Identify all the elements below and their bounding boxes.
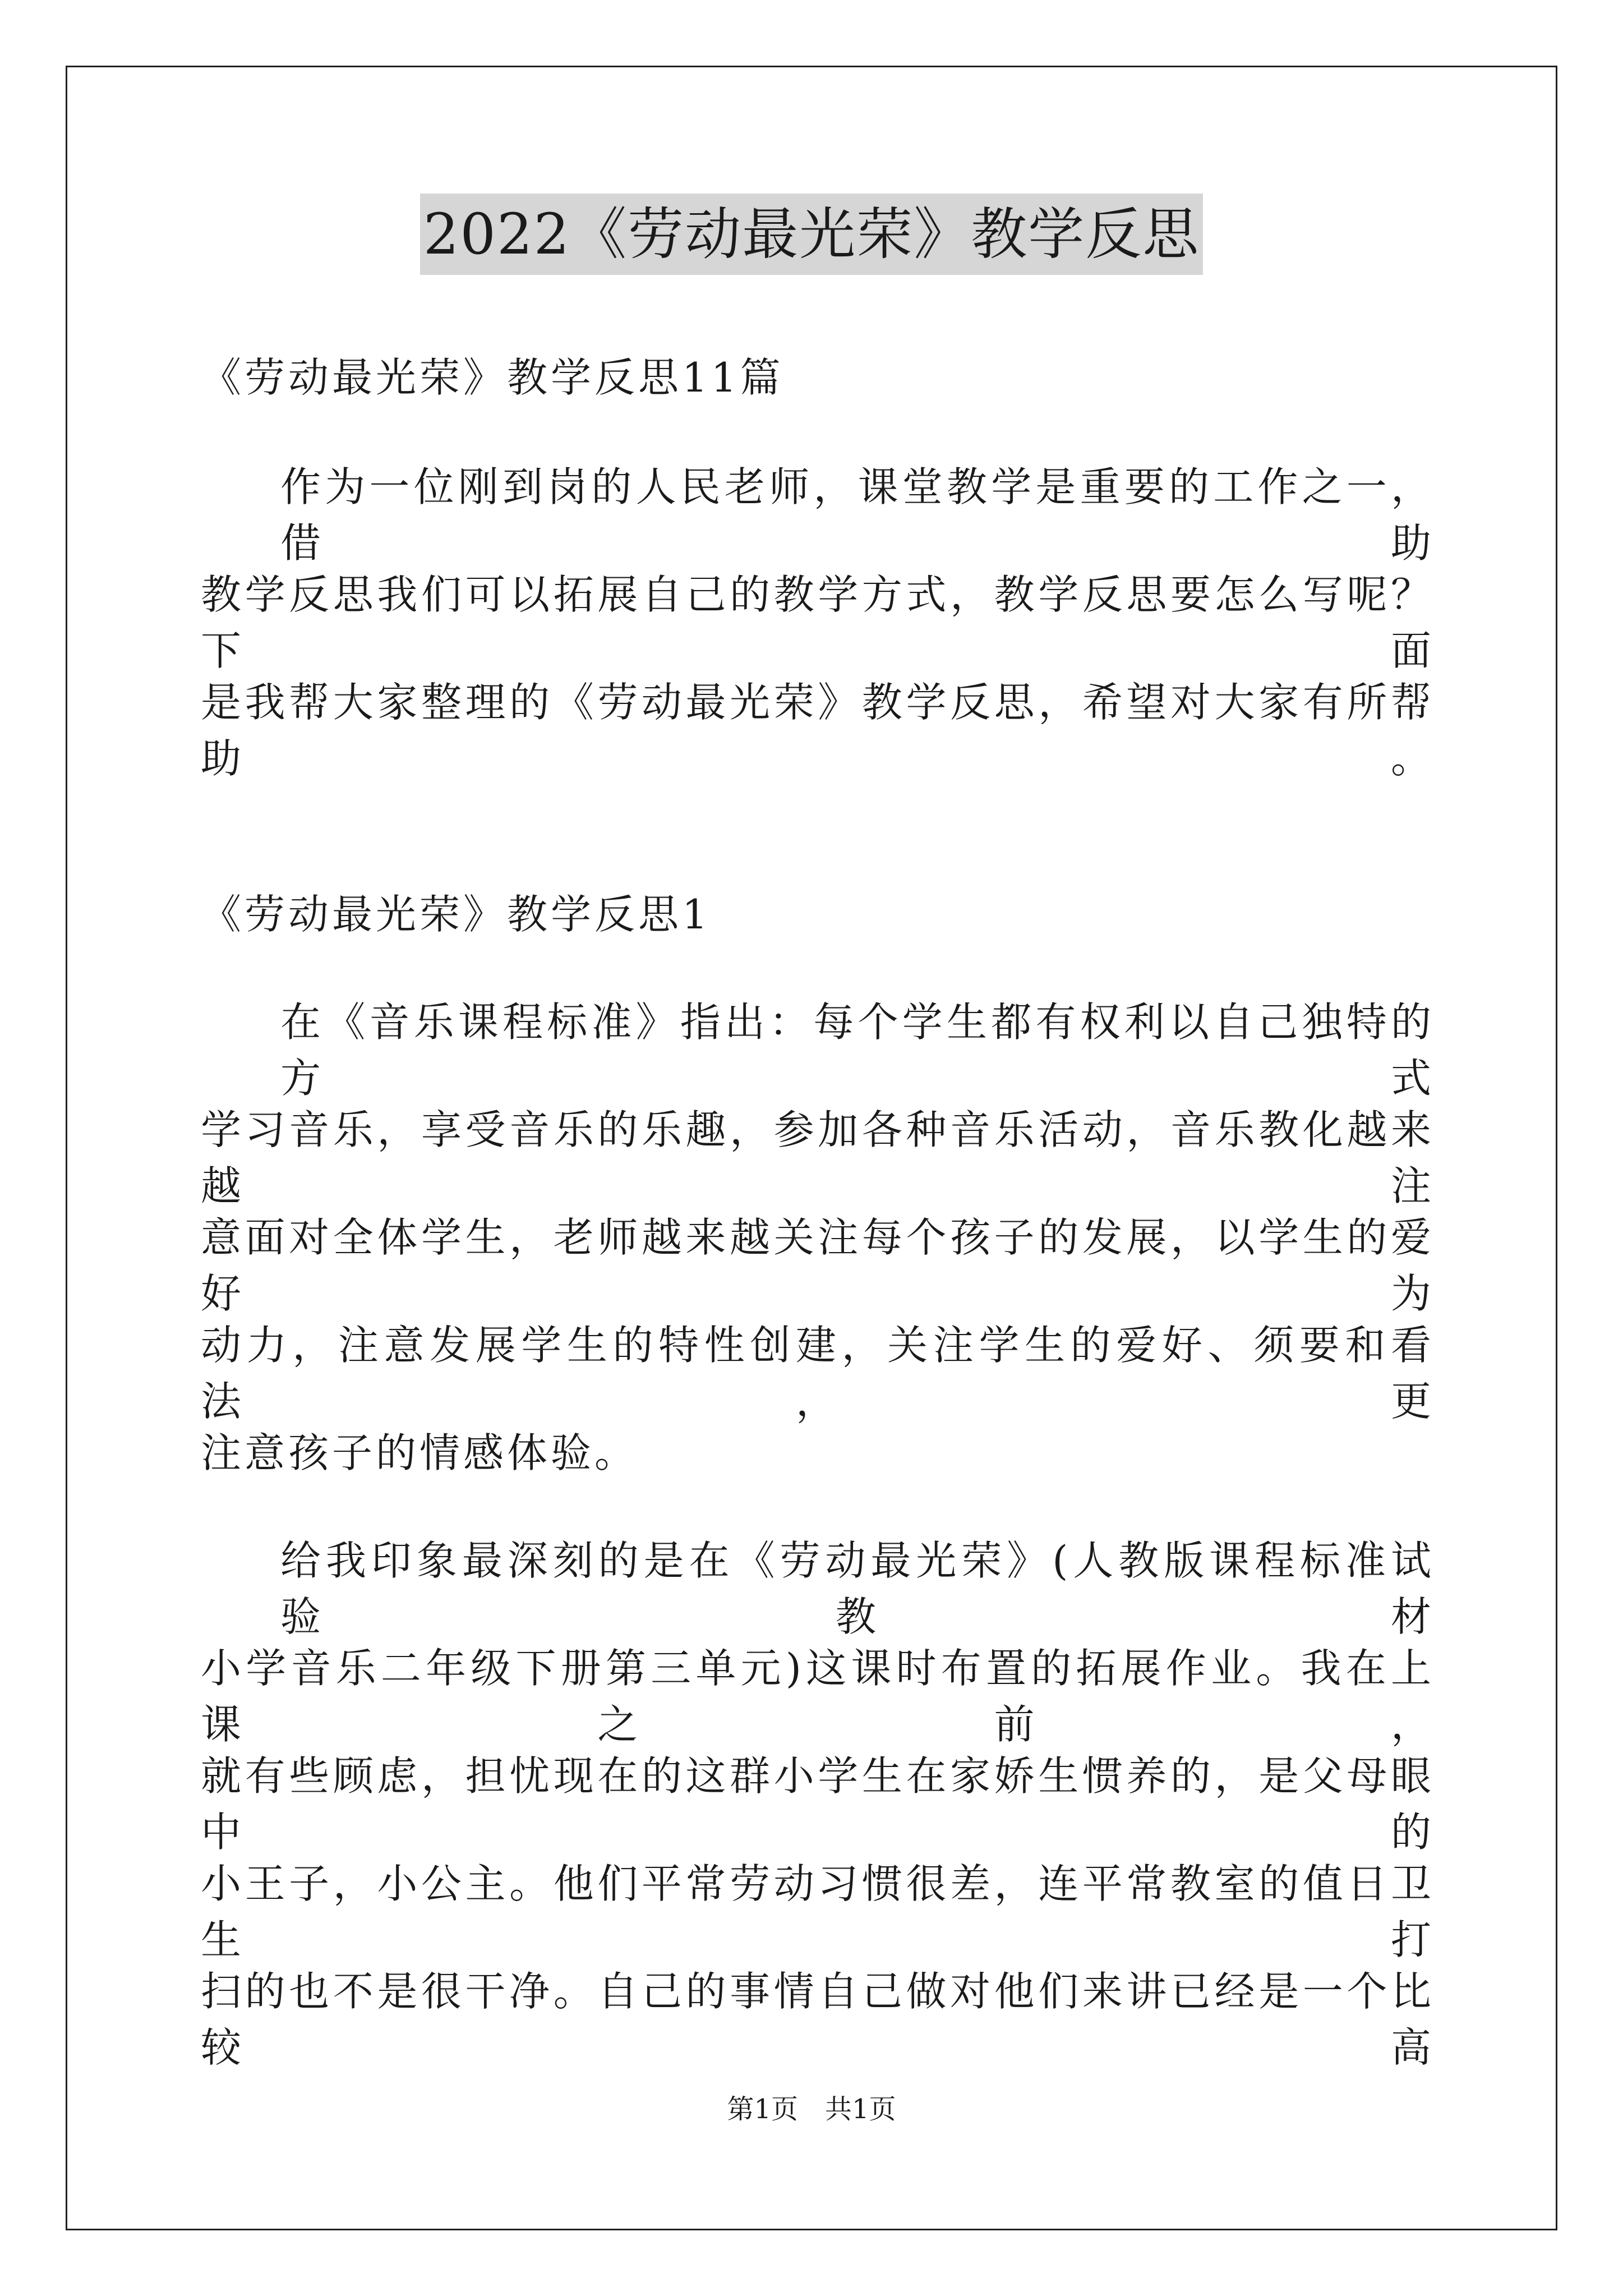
paragraph2-line-5: 扫的也不是很干净。自己的事情自己做对他们来讲已经是一个比较高	[201, 1968, 1435, 2071]
paragraph1-line-4: 动力，注意发展学生的特性创建，关注学生的爱好、须要和看法，更	[201, 1322, 1435, 1425]
document-title: 2022《劳动最光荣》教学反思	[420, 194, 1204, 275]
paragraph2-line-3: 就有些顾虑，担忧现在的这群小学生在家娇生惯养的，是父母眼中的	[201, 1752, 1435, 1856]
paragraph2-line-2: 小学音乐二年级下册第三单元)这课时布置的拓展作业。我在上课之前，	[201, 1645, 1435, 1748]
paragraph1-line-3: 意面对全体学生，老师越来越关注每个孩子的发展，以学生的爱好为	[201, 1214, 1435, 1317]
intro-line-1: 作为一位刚到岗的人民老师，课堂教学是重要的工作之一，借助	[280, 463, 1435, 567]
paragraph1-line-5: 注意孩子的情感体验。	[201, 1429, 639, 1476]
section-heading: 《劳动最光荣》教学反思1	[201, 891, 711, 938]
paragraph1-line-2: 学习音乐，享受音乐的乐趣，参加各种音乐活动，音乐教化越来越注	[201, 1106, 1435, 1209]
intro-line-3: 是我帮大家整理的《劳动最光荣》教学反思，希望对大家有所帮助。	[201, 679, 1435, 782]
document-subtitle: 《劳动最光荣》教学反思11篇	[201, 354, 784, 401]
title-container	[0, 194, 1623, 275]
paragraph2-line-4: 小王子，小公主。他们平常劳动习惯很差，连平常教室的值日卫生打	[201, 1860, 1435, 1963]
page-footer: 第1页 共1页	[727, 2093, 896, 2125]
intro-line-2: 教学反思我们可以拓展自己的教学方式，教学反思要怎么写呢？下面	[201, 571, 1435, 674]
paragraph1-line-1: 在《音乐课程标准》指出：每个学生都有权利以自己独特的方式	[280, 999, 1435, 1102]
paragraph2-line-1: 给我印象最深刻的是在《劳动最光荣》(人教版课程标准试验教材	[280, 1537, 1435, 1640]
